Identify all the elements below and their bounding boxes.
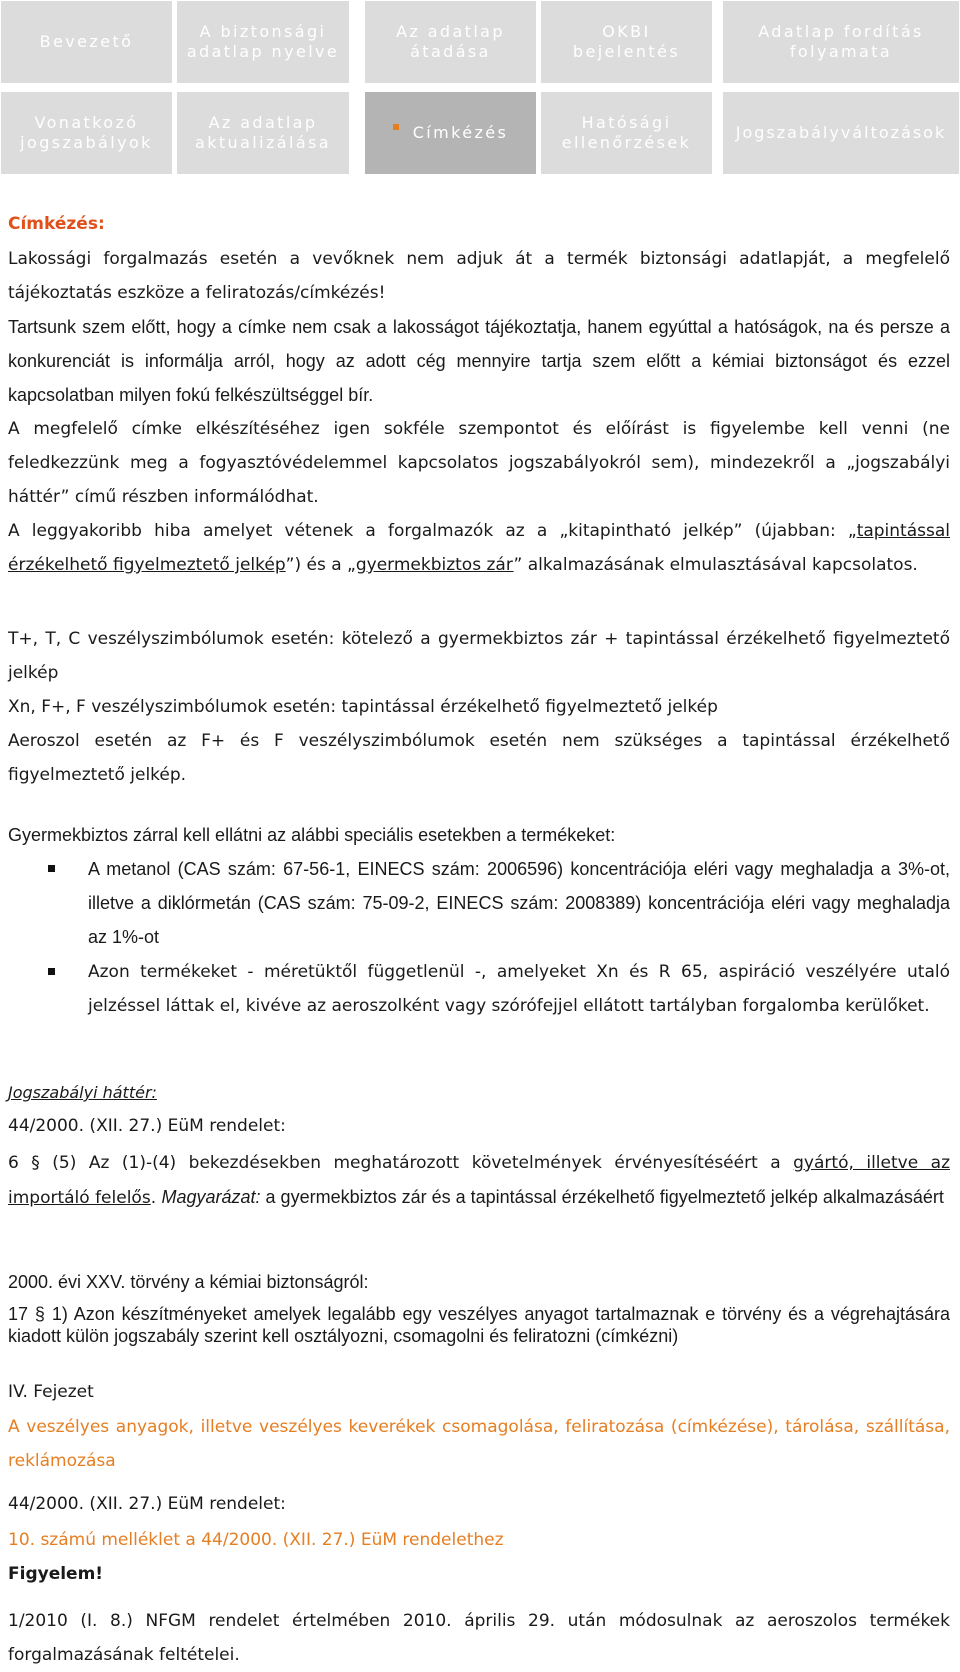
top-navigation xyxy=(0,0,960,184)
bullet-icon xyxy=(48,865,55,872)
bullet-icon xyxy=(393,124,399,130)
decree-title: 44/2000. (XII. 27.) EüM rendelet: xyxy=(8,1116,286,1136)
manufacturer-importer-link[interactable]: gyártó, illetve az importáló felelős xyxy=(8,1153,950,1208)
legal-background-heading: Jogszabályi háttér: xyxy=(8,1083,157,1102)
chapter-number: IV. Fejezet xyxy=(8,1382,94,1402)
paragraph-section-17: 17 § 1) Azon készítményeket amelyek legalább egy veszélyes anyagot tartalmaznak e törvény és a végrehajtására kiadott külön jogszabály szerint kell osztályozni, csomagolni és feliratozni (címkézni) xyxy=(8,1304,950,1346)
nav-label: OKBI bejelentés xyxy=(572,22,681,61)
nav-label: Vonatkozó jogszabályok xyxy=(20,113,153,152)
paragraph-intro: Lakossági forgalmazás esetén a vevőknek nem adjuk át a termék biztonsági adatlapját, a megfelelő tájékoztatás eszköze a feliratozás/címkézés! xyxy=(8,249,950,303)
nav-okbi-bejelentes[interactable] xyxy=(541,1,712,83)
chapter-title: A veszélyes anyagok, illetve veszélyes keverékek csomagolása, feliratozása (címkézése), tárolása, szállítása, reklámozása xyxy=(8,1417,950,1471)
child-resistant-closure-link[interactable]: gyermekbiztos zár xyxy=(355,555,514,575)
paragraph-common-errors xyxy=(8,514,950,582)
nav-bevezeto[interactable] xyxy=(1,1,172,83)
nav-label: Adatlap fordítás folyamata xyxy=(758,22,924,61)
paragraph-special-cases: Gyermekbiztos zárral kell ellátni az alábbi speciális esetekben a termékeket: xyxy=(8,825,616,845)
paragraph-label-importance: Tartsunk szem előtt, hogy a címke nem csak a lakosságot tájékoztatja, hanem egyúttal a hatóságok, na és persze a konkurenciát is informálja arról, hogy az adott cég mennyire tartja szem előtt a kémiai biztonságot és ezzel kapcsolatban milyen fokú felkészültséggel bír. xyxy=(8,317,950,405)
nav-hatosagi-ellenorzesek[interactable] xyxy=(541,92,712,174)
nav-adatlap-aktualizalasa[interactable] xyxy=(177,92,349,174)
list-item xyxy=(88,955,950,1023)
bullet-icon xyxy=(48,968,55,975)
paragraph-harmful-symbols: Xn, F+, F veszélyszimbólumok esetén: tapintással érzékelhető figyelmeztető jelkép xyxy=(8,697,718,717)
nav-adatlap-atadasa[interactable] xyxy=(365,1,536,83)
paragraph-aerosol: Aeroszol esetén az F+ és F veszélyszimbólumok esetén nem szükséges a tapintással érzékelhető figyelmeztető jelkép. xyxy=(8,731,950,785)
nav-label: Az adatlap átadása xyxy=(396,22,505,61)
text-span: . xyxy=(150,1188,162,1208)
text-span: Magyarázat: xyxy=(161,1187,261,1207)
nav-label: Az adatlap aktualizálása xyxy=(195,113,331,152)
nav-cimkezes[interactable] xyxy=(365,92,536,174)
paragraph-toxic-symbols: T+, T, C veszélyszimbólumok esetén: kötelező a gyermekbiztos zár + tapintással érzékelhető figyelmeztető jelkép xyxy=(8,629,950,683)
nav-adatlap-forditas[interactable] xyxy=(723,1,959,83)
tactile-warning-link[interactable]: tapintással érzékelhető figyelmeztető jelkép xyxy=(8,521,950,575)
nav-label: Bevezető xyxy=(39,32,134,51)
list-item xyxy=(88,852,950,954)
nav-adatlap-nyelve[interactable] xyxy=(177,1,349,83)
nav-vonatkozo-jogszabalyok[interactable] xyxy=(1,92,172,174)
page-title: Címkézés: xyxy=(8,214,105,234)
text-span: 6 § (5) Az (1)-(4) bekezdésekben meghatározott követelmények érvényesítéséért a xyxy=(8,1153,794,1173)
text-span: ”) és a „ xyxy=(285,555,356,575)
attention-label: Figyelem! xyxy=(8,1564,104,1584)
text-span: ” alkalmazásának elmulasztásával kapcsolatos. xyxy=(513,555,918,575)
text-span: a gyermekbiztos zár és a tapintással érzékelhető figyelmeztető jelkép alkalmazásáért xyxy=(260,1187,944,1207)
nav-label: Hatósági ellenőrzések xyxy=(561,113,692,152)
nav-label: Jogszabályváltozások xyxy=(735,123,947,142)
text-span: A metanol (CAS szám: 67-56-1, EINECS szám: 2006596) koncentrációja eléri vagy meghaladja a 3%-ot, illetve a diklórmetán (CAS szám: 75-09-2, EINECS szám: 2008389) koncentrációja eléri vagy meghaladja az 1%-ot xyxy=(88,859,950,947)
nav-label: A biztonsági adatlap nyelve xyxy=(186,22,340,61)
nav-label: Címkézés xyxy=(412,123,509,142)
text-span: A leggyakoribb hiba amelyet vétenek a forgalmazók az a „kitapintható jelkép” (újabban: „ xyxy=(8,521,857,541)
paragraph-section-6 xyxy=(8,1146,950,1215)
text-span: Azon termékeket - méretüktől függetlenül -, amelyeket Xn és R 65, aspiráció veszélyére utaló jelzéssel láttak el, kivéve az aeroszolként vagy szórófejjel ellátott tartályban forgalomba kerülőket. xyxy=(88,962,950,1016)
nav-jogszabalyvaltozasok[interactable] xyxy=(723,92,959,174)
paragraph-requirements: A megfelelő címke elkészítéséhez igen sokféle szempontot és előírást is figyelembe kell venni (ne feledkezzünk meg a fogyasztóvédelemmel kapcsolatos jogszabályokról sem), mindezekről a „jogszabályi háttér” című részben informálódhat. xyxy=(8,419,950,507)
decree-title-2: 44/2000. (XII. 27.) EüM rendelet: xyxy=(8,1494,286,1514)
law-title: 2000. évi XXV. törvény a kémiai biztonságról: xyxy=(8,1272,369,1292)
annex-link[interactable]: 10. számú melléklet a 44/2000. (XII. 27.) EüM rendelethez xyxy=(8,1530,504,1550)
paragraph-aerosol-change: 1/2010 (I. 8.) NFGM rendelet értelmében 2010. április 29. után módosulnak az aeroszolos termékek forgalmazásának feltételei. xyxy=(8,1611,950,1665)
